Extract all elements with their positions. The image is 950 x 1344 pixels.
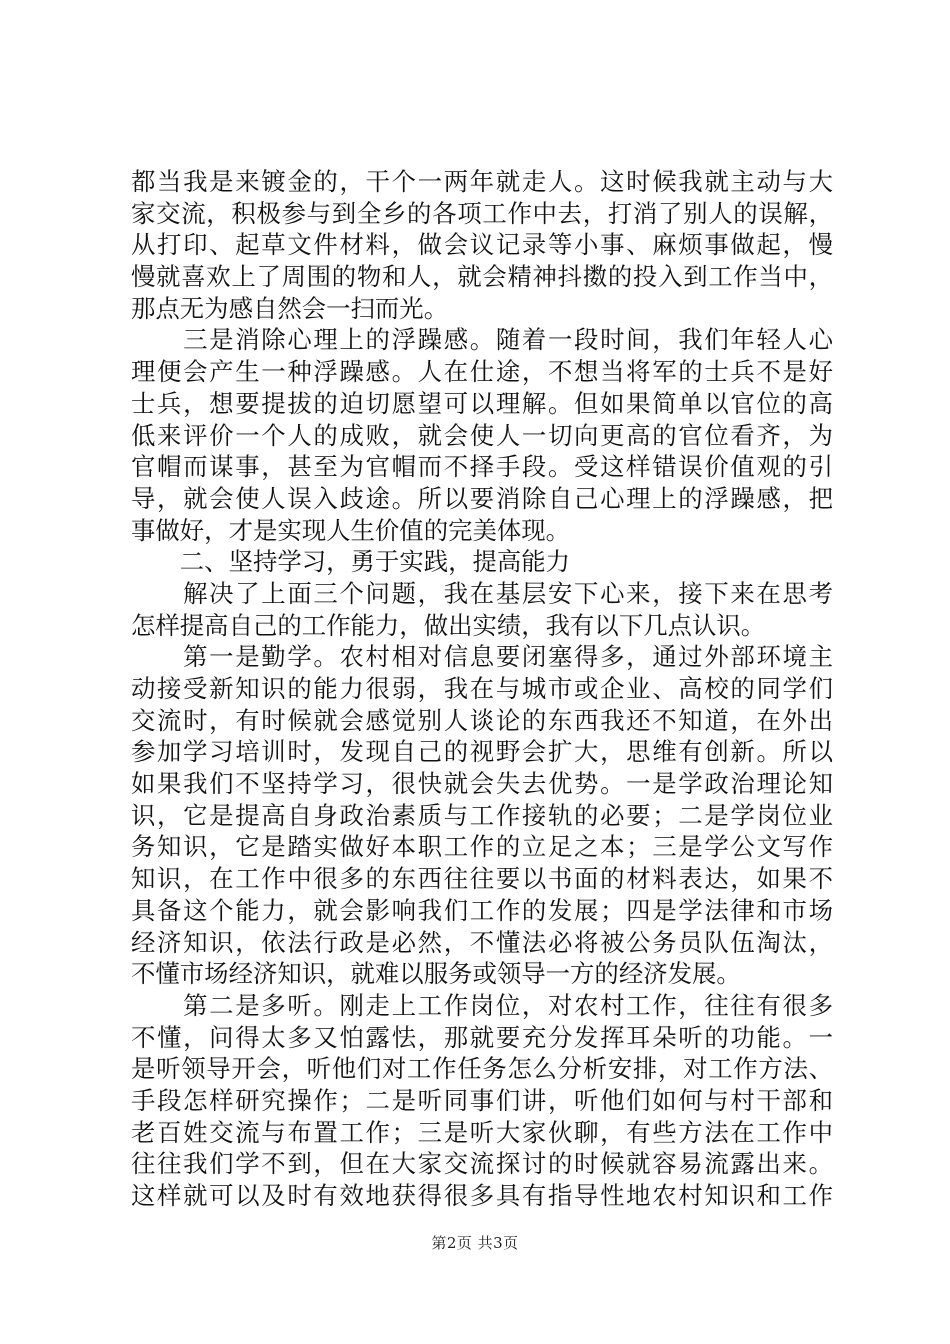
text-line: 那点无为感自然会一扫而光。: [131, 293, 449, 323]
text-line: 如果我们不坚持学习，很快就会失去优势。一是学政治理论知: [131, 769, 833, 799]
text-line: 二、坚持学习，勇于实践，提高能力: [131, 547, 571, 577]
text-line: 知识，在工作中很多的东西往往要以书面的材料表达，如果不: [131, 864, 833, 894]
text-line: 第一是勤学。农村相对信息要闭塞得多，通过外部环境主: [131, 642, 833, 672]
text-line: 务知识，它是踏实做好本职工作的立足之本；三是学公文写作: [131, 832, 833, 862]
text-line: 老百姓交流与布置工作；三是听大家伙聊，有些方法在工作中: [131, 1117, 833, 1147]
text-line: 这样就可以及时有效地获得很多具有指导性地农村知识和工作: [131, 1181, 833, 1210]
text-line: 都当我是来镀金的，干个一两年就走人。这时候我就主动与大: [131, 167, 833, 196]
text-line: 手段怎样研究操作；二是听同事们讲，听他们如何与村干部和: [131, 1085, 833, 1115]
text-line: 从打印、起草文件材料，做会议记录等小事、麻烦事做起，慢: [131, 230, 833, 260]
text-line: 识，它是提高自身政治素质与工作接轨的必要；二是学岗位业: [131, 800, 833, 830]
text-line: 导，就会使人误入歧途。所以要消除自己心理上的浮躁感，把: [131, 483, 833, 513]
text-line: 低来评价一个人的成败，就会使人一切向更高的官位看齐，为: [131, 420, 833, 450]
text-line: 经济知识，依法行政是必然，不懂法必将被公务员队伍淘汰，: [131, 927, 833, 957]
text-line: 不懂，问得太多又怕露怯，那就要充分发挥耳朵听的功能。一: [131, 1022, 833, 1052]
page-footer: 第2页 共3页: [431, 1234, 519, 1252]
text-line: 士兵，想要提拔的迫切愿望可以理解。但如果简单以官位的高: [131, 388, 833, 418]
text-line: 动接受新知识的能力很弱，我在与城市或企业、高校的同学们: [131, 674, 833, 703]
body-text: [131, 166, 833, 1212]
text-line: 官帽而谋事，甚至为官帽而不择手段。受这样错误价值观的引: [131, 452, 833, 482]
text-line: 怎样提高自己的工作能力，做出实绩，我有以下几点认识。: [131, 610, 766, 640]
text-line: 参加学习培训时，发现自己的视野会扩大，思维有创新。所以: [131, 737, 833, 767]
text-line: 具备这个能力，就会影响我们工作的发展；四是学法律和市场: [131, 895, 833, 925]
text-line: 不懂市场经济知识，就难以服务或领导一方的经济发展。: [131, 959, 741, 989]
text-line: 事做好，才是实现人生价值的完美体现。: [131, 515, 571, 545]
text-line: 三是消除心理上的浮躁感。随着一段时间，我们年轻人心: [131, 325, 833, 355]
text-line: 慢就喜欢上了周围的物和人，就会精神抖擞的投入到工作当中，: [131, 262, 833, 292]
text-line: 交流时，有时候就会感觉别人谈论的东西我还不知道，在外出: [131, 705, 833, 735]
text-line: 解决了上面三个问题，我在基层安下心来，接下来在思考: [131, 578, 833, 608]
text-line: 第二是多听。刚走上工作岗位，对农村工作，往往有很多: [131, 990, 833, 1020]
text-line: 是听领导开会，听他们对工作任务怎么分析安排，对工作方法、: [131, 1054, 833, 1084]
text-line: 往往我们学不到，但在大家交流探讨的时候就容易流露出来。: [131, 1149, 833, 1179]
text-line: 家交流，积极参与到全乡的各项工作中去，打消了别人的误解，: [131, 198, 833, 228]
text-line: 理便会产生一种浮躁感。人在仕途，不想当将军的士兵不是好: [131, 357, 833, 387]
